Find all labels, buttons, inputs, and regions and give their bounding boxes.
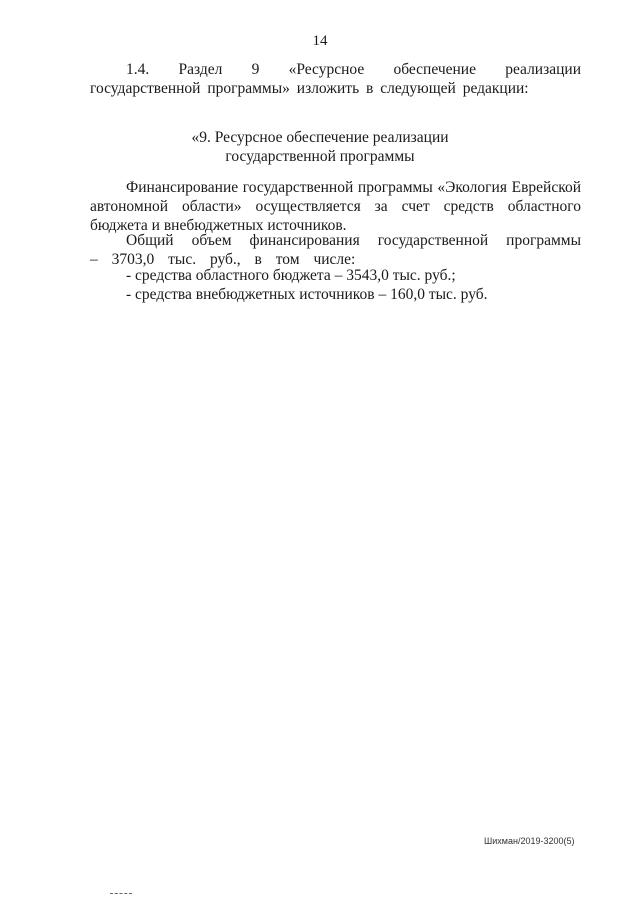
document-code: Шихман/2019-3200(5) xyxy=(484,836,575,846)
list-item-extrabudgetary-sources: - средства внебюджетных источников – 160,0 тыс. руб. xyxy=(126,286,488,303)
total-funding-paragraph: Общий объем финансирования государственной программы – 3703,0 тыс. руб., в том числе: xyxy=(90,232,581,268)
list-item-regional-budget: - средства областного бюджета – 3543,0 тыс. руб.; xyxy=(126,267,456,284)
section-heading xyxy=(0,128,640,166)
page-number: 14 xyxy=(312,33,328,49)
funding-paragraph: Финансирование государственной программы «Экология Еврейской автономной области» осуществляется за счет средств областного бюджета и внебюджетных источников. xyxy=(90,179,581,234)
section-heading-line-2: государственной программы xyxy=(225,148,415,165)
scan-edge-mark xyxy=(110,893,132,895)
amendment-paragraph: 1.4. Раздел 9 «Ресурсное обеспечение реализации государственной программы» изложить в следующей редакции: xyxy=(90,61,581,97)
section-heading-line-1: «9. Ресурсное обеспечение реализации xyxy=(191,129,449,146)
